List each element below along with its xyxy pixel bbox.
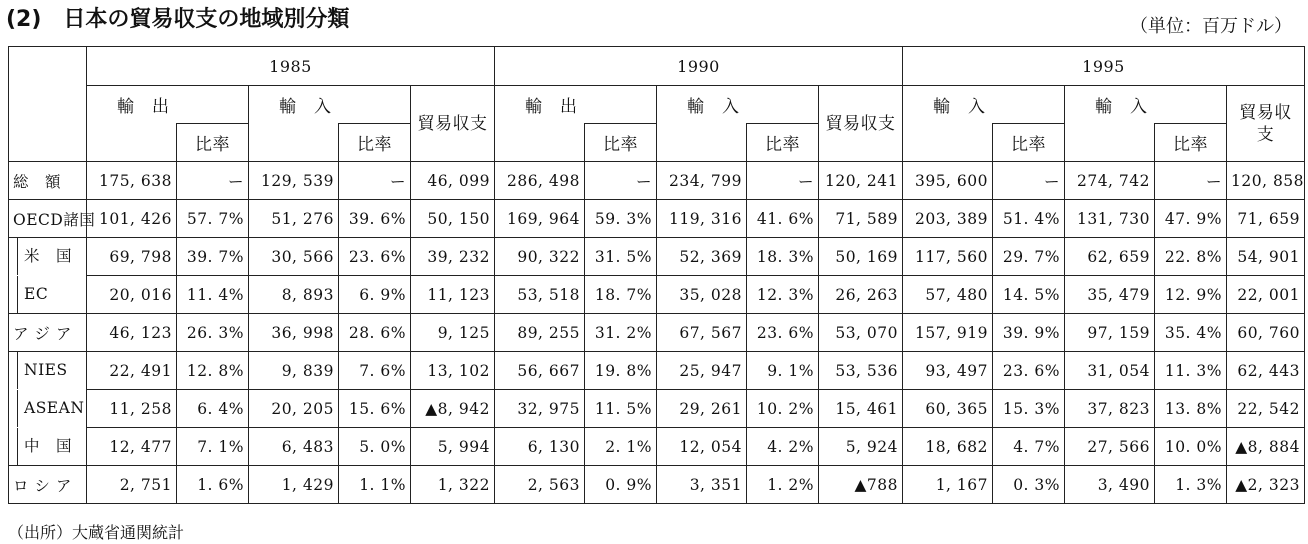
row-label (9, 162, 87, 200)
row-label (9, 238, 87, 276)
table-cell: 23. 6% (339, 238, 411, 276)
table-cell: ▲2, 323 (1227, 466, 1305, 504)
table-cell: 29, 261 (657, 390, 747, 428)
table-cell: 18. 7% (585, 276, 657, 314)
table-cell: 203, 389 (903, 200, 993, 238)
year-header: 1995 (903, 47, 1305, 86)
trade-balance-table (8, 46, 1305, 504)
table-cell: 25, 947 (657, 352, 747, 390)
year-header: 1990 (495, 47, 903, 86)
table-cell: 39. 9% (993, 314, 1065, 352)
table-cell: 56, 667 (495, 352, 585, 390)
table-cell: 18. 3% (747, 238, 819, 276)
table-cell: ー (585, 162, 657, 200)
row-label-text: EC (17, 276, 48, 313)
table-cell: 6. 4% (177, 390, 249, 428)
table-cell: 53, 518 (495, 276, 585, 314)
row-label-text: 米 国 (17, 238, 72, 275)
table-cell: 59. 3% (585, 200, 657, 238)
corner-cell (9, 47, 87, 86)
table-cell: 1. 3% (1155, 466, 1227, 504)
table-cell: 12. 3% (747, 276, 819, 314)
table-cell: 23. 6% (993, 352, 1065, 390)
table-cell: 129, 539 (249, 162, 339, 200)
value-subheader (87, 124, 177, 162)
table-cell: 1, 167 (903, 466, 993, 504)
table-cell: 234, 799 (657, 162, 747, 200)
table-row (9, 200, 1305, 238)
table-cell: 36, 998 (249, 314, 339, 352)
table-cell: ー (993, 162, 1065, 200)
table-cell: 6, 483 (249, 428, 339, 466)
value-subheader (903, 124, 993, 162)
table-cell: 15. 3% (993, 390, 1065, 428)
table-cell: ー (747, 162, 819, 200)
table-cell: 5, 924 (819, 428, 903, 466)
title-number: (2) (6, 7, 42, 32)
corner-cell (9, 124, 87, 162)
ratio-header: 比率 (1155, 124, 1227, 162)
row-label (9, 466, 87, 504)
table-cell: 28. 6% (339, 314, 411, 352)
table-cell: 37, 823 (1065, 390, 1155, 428)
ratio-header: 比率 (993, 124, 1065, 162)
year-header: 1985 (87, 47, 495, 86)
table-cell: 22, 491 (87, 352, 177, 390)
table-cell: 22, 001 (1227, 276, 1305, 314)
group-header: 輸 入 (249, 86, 411, 124)
table-cell: 15, 461 (819, 390, 903, 428)
table-row (9, 466, 1305, 504)
table-cell: 274, 742 (1065, 162, 1155, 200)
table-cell: 5, 994 (411, 428, 495, 466)
table-cell: 9, 125 (411, 314, 495, 352)
table-cell: 52, 369 (657, 238, 747, 276)
table-cell: 169, 964 (495, 200, 585, 238)
table-cell: 31. 5% (585, 238, 657, 276)
group-header: 輸 出 (495, 86, 657, 124)
table-cell: 6. 9% (339, 276, 411, 314)
table-cell: 32, 975 (495, 390, 585, 428)
group-header: 貿易収支 (1227, 86, 1305, 162)
table-cell: 2, 751 (87, 466, 177, 504)
table-row (9, 276, 1305, 314)
table-cell: 39. 7% (177, 238, 249, 276)
table-cell: 22. 8% (1155, 238, 1227, 276)
table-cell: 4. 2% (747, 428, 819, 466)
table-cell: 12, 054 (657, 428, 747, 466)
table-cell: 101, 426 (87, 200, 177, 238)
table-cell: 14. 5% (993, 276, 1065, 314)
table-cell: 41. 6% (747, 200, 819, 238)
table-row (9, 352, 1305, 390)
table-cell: 3, 351 (657, 466, 747, 504)
row-label (9, 352, 87, 390)
table-cell: 35. 4% (1155, 314, 1227, 352)
table-cell: 120, 858 (1227, 162, 1305, 200)
corner-cell (9, 86, 87, 124)
table-row (9, 390, 1305, 428)
table-cell: 50, 150 (411, 200, 495, 238)
table-cell: 131, 730 (1065, 200, 1155, 238)
table-cell: 3, 490 (1065, 466, 1155, 504)
table-cell: 39. 6% (339, 200, 411, 238)
table-cell: 2, 563 (495, 466, 585, 504)
table-cell: 11. 5% (585, 390, 657, 428)
row-label-text: OECD諸国 (13, 210, 96, 229)
table-cell: 7. 1% (177, 428, 249, 466)
table-cell: 286, 498 (495, 162, 585, 200)
table-cell: 62, 659 (1065, 238, 1155, 276)
table-cell: 1. 1% (339, 466, 411, 504)
table-cell: 9. 1% (747, 352, 819, 390)
table-cell: 62, 443 (1227, 352, 1305, 390)
table-cell: 69, 798 (87, 238, 177, 276)
table-cell: 30, 566 (249, 238, 339, 276)
table-cell: 6, 130 (495, 428, 585, 466)
source-note: （出所）大蔵省通関統計 (8, 523, 185, 542)
table-cell: 35, 028 (657, 276, 747, 314)
ratio-header: 比率 (747, 124, 819, 162)
table-cell: 97, 159 (1065, 314, 1155, 352)
table-cell: 4. 7% (993, 428, 1065, 466)
table-cell: 31, 054 (1065, 352, 1155, 390)
table-cell: 1, 429 (249, 466, 339, 504)
table-cell: 20, 205 (249, 390, 339, 428)
table-cell: 53, 536 (819, 352, 903, 390)
value-subheader (657, 124, 747, 162)
table-cell: 20, 016 (87, 276, 177, 314)
row-label-text: 総 額 (13, 172, 62, 191)
table-cell: ー (339, 162, 411, 200)
table-cell: 19. 8% (585, 352, 657, 390)
table-cell: 7. 6% (339, 352, 411, 390)
group-header: 輸 入 (1065, 86, 1227, 124)
table-cell: 47. 9% (1155, 200, 1227, 238)
table-cell: 9, 839 (249, 352, 339, 390)
table-cell: ▲788 (819, 466, 903, 504)
value-subheader (495, 124, 585, 162)
table-cell: 35, 479 (1065, 276, 1155, 314)
table-cell: 71, 589 (819, 200, 903, 238)
row-label (9, 200, 96, 238)
table-cell: 60, 365 (903, 390, 993, 428)
table-cell: 31. 2% (585, 314, 657, 352)
table-cell: 119, 316 (657, 200, 747, 238)
table-cell: ▲8, 884 (1227, 428, 1305, 466)
row-label (9, 428, 87, 466)
table-cell: 175, 638 (87, 162, 177, 200)
table-cell: 60, 760 (1227, 314, 1305, 352)
table-cell: 12, 477 (87, 428, 177, 466)
table-cell: ▲8, 942 (411, 390, 495, 428)
table-cell: 1. 2% (747, 466, 819, 504)
value-subheader (249, 124, 339, 162)
row-label-text: NIES (17, 352, 68, 389)
row-label-text: 中 国 (17, 428, 72, 465)
page-title (6, 2, 349, 33)
table-cell: 93, 497 (903, 352, 993, 390)
table-cell: 89, 255 (495, 314, 585, 352)
table-cell: 90, 322 (495, 238, 585, 276)
table-cell: ー (177, 162, 249, 200)
table-cell: 5. 0% (339, 428, 411, 466)
table-cell: 12. 8% (177, 352, 249, 390)
table-cell: 46, 123 (87, 314, 177, 352)
table-cell: 39, 232 (411, 238, 495, 276)
table-cell: 8, 893 (249, 276, 339, 314)
table-cell: 1, 322 (411, 466, 495, 504)
table-cell: 54, 901 (1227, 238, 1305, 276)
table-cell: 57, 480 (903, 276, 993, 314)
value-subheader (1065, 124, 1155, 162)
unit-label: （単位：百万ドル） (1130, 16, 1292, 37)
table-cell: 120, 241 (819, 162, 903, 200)
table-cell: 71, 659 (1227, 200, 1305, 238)
row-label-text: ア ジ ア (13, 324, 72, 343)
table-cell: 15. 6% (339, 390, 411, 428)
table-cell: 13. 8% (1155, 390, 1227, 428)
ratio-header: 比率 (339, 124, 411, 162)
table-row (9, 314, 1305, 352)
table-cell: 11, 123 (411, 276, 495, 314)
table-cell: 13, 102 (411, 352, 495, 390)
title-text: 日本の貿易収支の地域別分類 (63, 7, 350, 32)
group-header: 輸 入 (903, 86, 1065, 124)
table-cell: 53, 070 (819, 314, 903, 352)
row-label (9, 314, 87, 352)
table-cell: 395, 600 (903, 162, 993, 200)
table-cell: 51. 4% (993, 200, 1065, 238)
table-cell: 11, 258 (87, 390, 177, 428)
table-cell: 1. 6% (177, 466, 249, 504)
table-cell: 11. 4% (177, 276, 249, 314)
table-cell: 22, 542 (1227, 390, 1305, 428)
ratio-header: 比率 (177, 124, 249, 162)
table-cell: 23. 6% (747, 314, 819, 352)
table-row (9, 238, 1305, 276)
table-cell: ー (1155, 162, 1227, 200)
table-cell: 10. 0% (1155, 428, 1227, 466)
table-cell: 26, 263 (819, 276, 903, 314)
table-cell: 157, 919 (903, 314, 993, 352)
table-cell: 67, 567 (657, 314, 747, 352)
ratio-header: 比率 (585, 124, 657, 162)
table-cell: 18, 682 (903, 428, 993, 466)
table-cell: 2. 1% (585, 428, 657, 466)
table-cell: 11. 3% (1155, 352, 1227, 390)
table-row (9, 428, 1305, 466)
group-header: 輸 入 (657, 86, 819, 124)
table-cell: 26. 3% (177, 314, 249, 352)
table-cell: 117, 560 (903, 238, 993, 276)
group-header: 貿易収支 (411, 86, 495, 162)
row-label-text: ASEAN (17, 390, 84, 427)
table-cell: 57. 7% (177, 200, 249, 238)
table-cell: 27, 566 (1065, 428, 1155, 466)
table-cell: 0. 3% (993, 466, 1065, 504)
table-row (9, 162, 1305, 200)
table-cell: 12. 9% (1155, 276, 1227, 314)
table-cell: 50, 169 (819, 238, 903, 276)
table-cell: 0. 9% (585, 466, 657, 504)
group-header: 貿易収支 (819, 86, 903, 162)
table-cell: 29. 7% (993, 238, 1065, 276)
row-label (9, 276, 87, 314)
row-label-text: ロ シ ア (13, 476, 72, 495)
table-cell: 46, 099 (411, 162, 495, 200)
table-cell: 51, 276 (249, 200, 339, 238)
table-cell: 10. 2% (747, 390, 819, 428)
group-header: 輸 出 (87, 86, 249, 124)
row-label (9, 390, 87, 428)
